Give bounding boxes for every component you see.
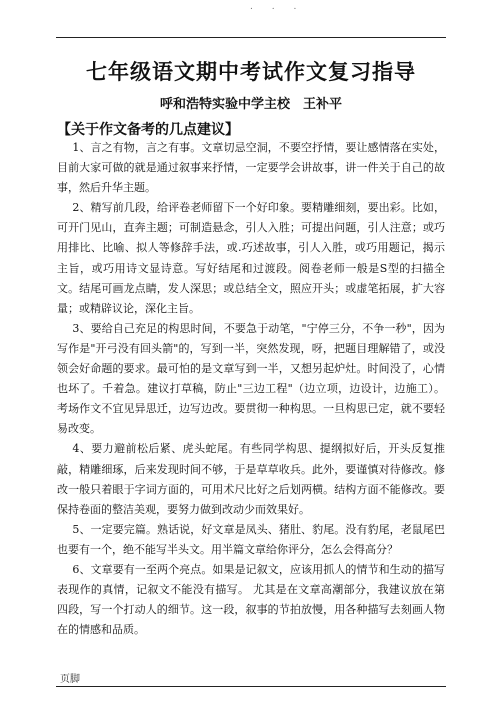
page-title: 七年级语文期中考试作文复习指导 — [86, 60, 416, 84]
paragraph-2: 2、精写前几段，给评卷老师留下一个好印象。要精雕细刻，要出彩。比如，可开门见山，直奔主题；可制造悬念，引人入胜；可提出问题，引人注意；或巧用排比、比喻、拟人等修辞手法，或.巧述故事，引人入胜，或巧用题记，揭示主旨，或巧用诗文显诗意。写好结尾和过渡段。阅卷老师一般是S型的扫描全文。结尾可画龙点睛，发人深思；或总结全文，照应开头；或虚笔拓展，扩大容量；或精辟议论，深化主旨。 — [57, 201, 445, 315]
paragraph-5: 5、一定要完篇。熟话说，好文章是凤头、猪肚、豹尾。没有豹尾，老鼠尾巴也要有一个，绝不能写半头文。用半篇文章给你评分，怎么会得高分？ — [57, 522, 445, 556]
paragraph-1: 1、言之有物，言之有事。文章切忌空洞，不要空抒情，要让感情落在实处，目前大家可做的就是通过叙事来抒情，一定要学会讲故事，讲一件关于自己的故事，然后升华主题。 — [57, 141, 445, 195]
author-line: 呼和浩特实验中学主校 王补平 — [159, 97, 342, 112]
paragraph-4: 4、要力避前松后紧、虎头蛇尾。有些同学构思、提纲拟好后，开头反复推敲，精雕细琢，后来发现时间不够，于是草草收兵。此外，要谨慎对待修改。修改一般只着眼于字词方面的，可用术尺比好之后划两横。结构方面不能修改。要保持卷面的整洁美观，要努力做到改动少而效果好。 — [57, 442, 445, 516]
body-text — [57, 138, 445, 640]
footer-rule — [56, 686, 446, 687]
header-dots: . . . — [250, 2, 305, 12]
page-footer: 页脚 — [60, 674, 80, 685]
paragraph-3: 3、要给自己充足的构思时间，不要急于动笔，"宁停三分，不争一秒"，因为写作是"开弓没有回头箭"的，写到一半，突然发现，呀，把题目理解错了，或没领会好命题的要求。最可怕的是文章写到一半，又想另起炉灶。时间没了，心情也坏了。千着急。建议打草稿，防止"三边工程"（边立项，边设计，边施工）。考场作文不宜见异思迁，边写边改。要贯彻一种构思。一旦构思已定，就不要轻易改变。 — [57, 321, 445, 436]
paragraph-6: 6、文章要有一至两个亮点。如果是记叙文，应该用抓人的情节和生动的描写表现作的真情，记叙文不能没有描写。 尤其是在文章高潮部分，我建议放在第四段，写一个打动人的细节。这一段，叙事的节拍放慢，用各种描写去刻画人物在的情感和品质。 — [57, 562, 445, 637]
header-rule — [56, 37, 446, 38]
section-heading: 【关于作文备考的几点建议】 — [57, 122, 239, 138]
